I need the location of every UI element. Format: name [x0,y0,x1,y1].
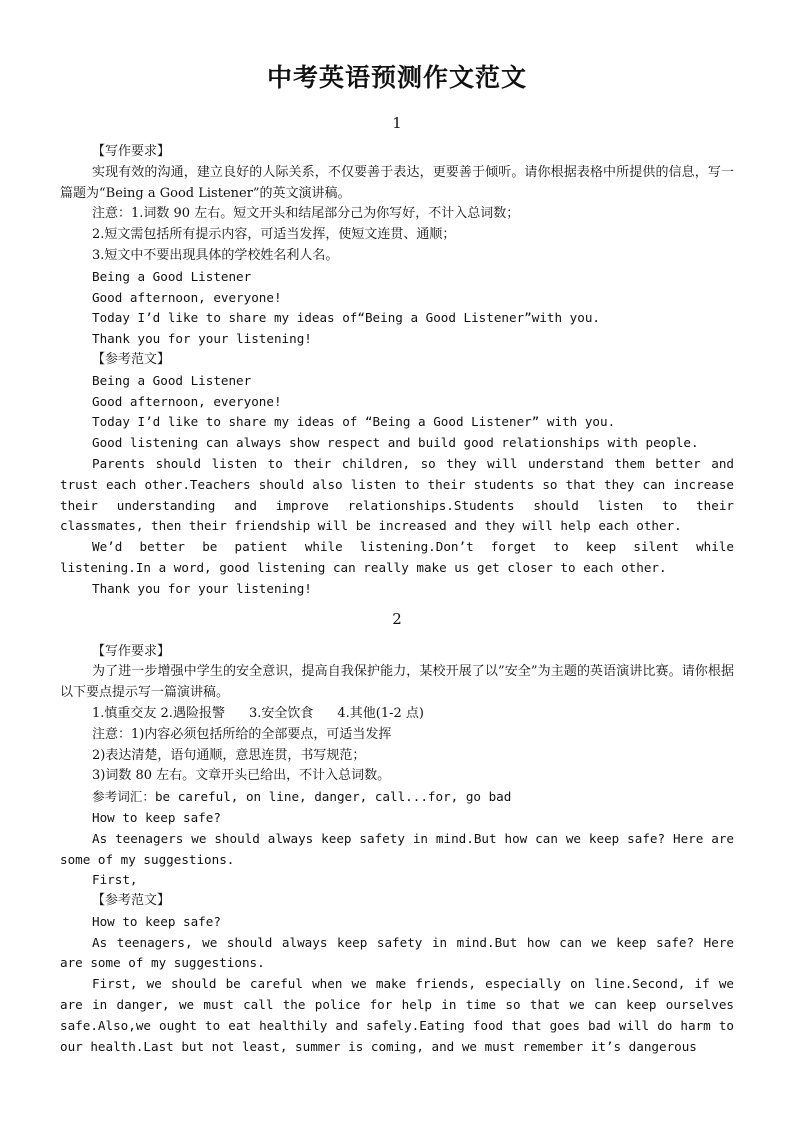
requirements-heading: 【写作要求】 [92,144,171,159]
prompt-closing: Thank you for your listening! [92,331,312,347]
sample-closing: Thank you for your listening! [92,580,312,596]
section-number: 2 [392,609,402,628]
prompt-first: First, [92,872,138,888]
sample-title: How to keep safe? [92,913,221,929]
prompt-opening: Today I’d like to share my ideas of“Being a Good Listener”with you. [92,310,600,326]
note-line: 2)表达清楚，语句通顺，意思连贯，书写规范； [92,747,366,763]
note-line: 注意：1.词数 90 左右。短文开头和结尾部分己为你写好，不计入总词数； [92,206,520,222]
prompt-title: Being a Good Listener [92,268,252,284]
key-point: 1.慎重交友 2.遇险报警 [92,705,225,721]
requirements-text: 为了进一步增强中学生的安全意识，提高自我保护能力，某校开展了以”安全”为主题的英语演讲比赛。请你根据以下要点提示写一篇演讲稿。 [60,664,734,701]
sample-paragraph: First, we should be careful when we make friends, especially on line.Second, if we are in danger, we must call the police for help in time so that we can keep ourselves safe.Also,we ought to eat healthily and safely.Eating food that goes bad will do harm to our health.Last but not least, summer is coming, and we must remember it’s dangerous [60,976,734,1054]
key-point: 4.其他(1-2 点) [337,705,424,721]
section-number: 1 [392,114,402,132]
vocabulary-line: 参考词汇：be careful, on line, danger, call...for, go bad [92,789,512,805]
page-title: 中考英语预测作文范文 [266,63,527,92]
document-page [60,58,734,1057]
note-line: 注意：1)内容必须包括所给的全部要点，可适当发挥 [92,726,392,742]
prompt-greeting: Good afternoon, everyone! [92,289,282,305]
sample-paragraph: We’d better be patient while listening.Don’t forget to keep silent while listening.In a word, good listening can really make us get closer to each other. [60,539,734,575]
prompt-title: How to keep safe? [92,809,221,825]
sample-paragraph: Parents should listen to their children, so they will understand them better and trust each other.Teachers should also listen to their students so that they can increase their understanding and improve relationships.Students should listen to their classmates, then their friendship will be increased and they will help each other. [60,455,734,534]
sample-opening: Today I’d like to share my ideas of “Being a Good Listener” with you. [92,414,616,430]
note-line: 3)词数 80 左右。文章开头已给出，不计入总词数。 [92,768,391,784]
sample-heading: 【参考范文】 [92,893,171,909]
prompt-paragraph: As teenagers we should always keep safety in mind.But how can we keep safe? Here are some of my suggestions. [60,830,734,867]
sample-greeting: Good afternoon, everyone! [92,393,282,409]
sample-title: Being a Good Listener [92,372,252,388]
note-line: 2.短文需包括所有提示内容，可适当发挥，使短文连贯、通顺； [92,227,456,243]
note-line: 3.短文中不要出现具体的学校姓名利人名。 [92,247,339,263]
sample-paragraph: Good listening can always show respect and build good relationships with people. [92,435,699,451]
key-points [60,704,734,725]
requirements-text: 实现有效的沟通，建立良好的人际关系，不仅要善于表达，更要善于倾听。请你根据表格中所提供的信息，写一篇题为“Being a Good Listener”的英文演讲稿。 [60,164,734,201]
requirements-heading: 【写作要求】 [92,643,171,659]
sample-heading: 【参考范文】 [92,351,171,367]
sample-paragraph: As teenagers, we should always keep safety in mind.But how can we keep safe? Here are some of my suggestions. [60,934,734,971]
key-point: 3.安全饮食 [248,705,314,721]
